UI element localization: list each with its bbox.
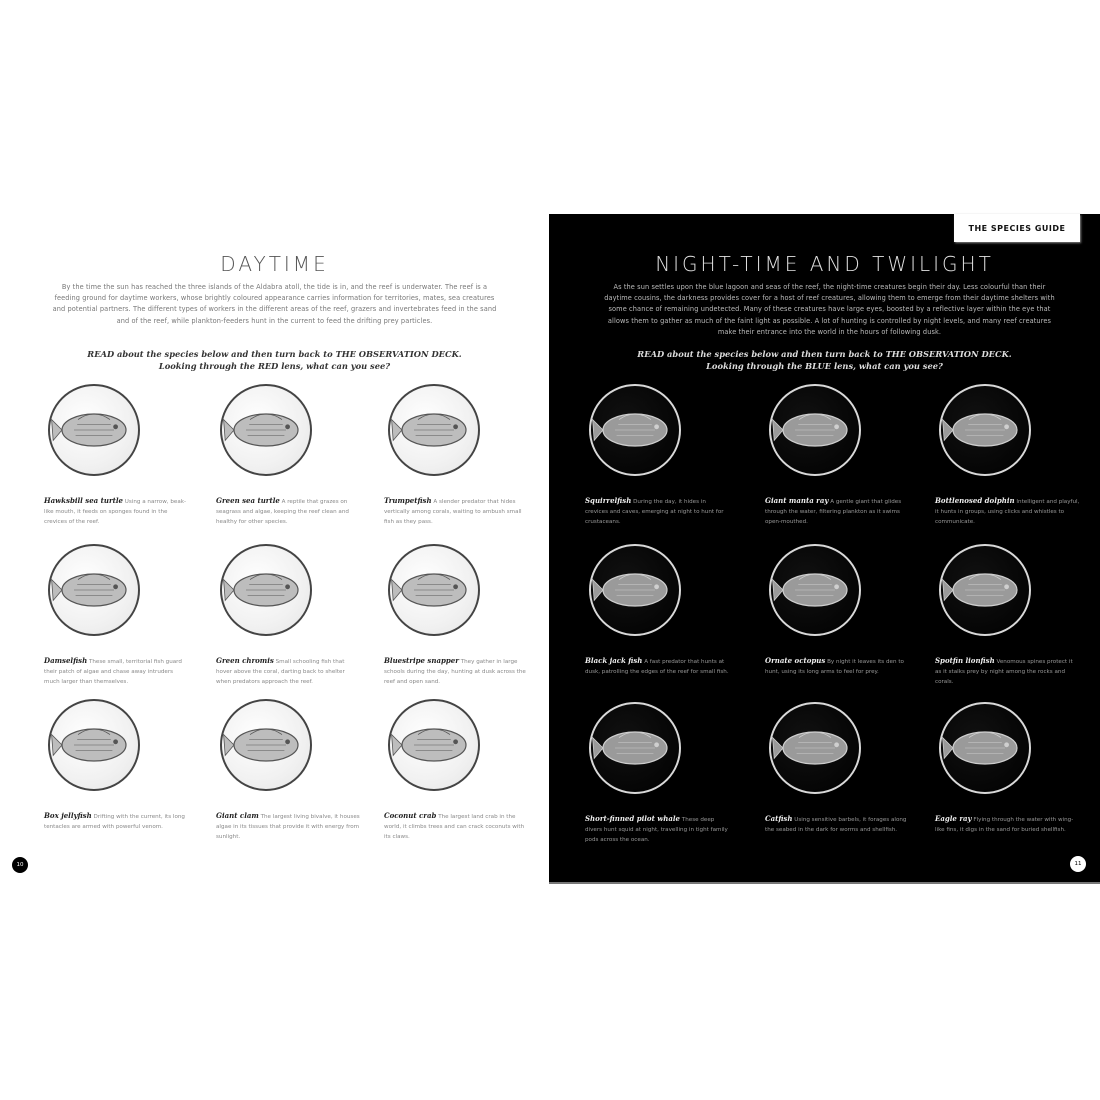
species-card [378, 699, 528, 859]
species-name: Box jellyfish [44, 811, 92, 820]
squirrelfish-icon [591, 395, 679, 465]
species-name: Catfish [765, 814, 793, 823]
species-description: Small schooling fish that hover above the coral, darting back to shelter when predators approach the reef. [216, 659, 345, 685]
clam-icon [222, 710, 310, 780]
species-name: Bluestripe snapper [384, 656, 459, 665]
fish-illustration-frame [48, 544, 140, 636]
catfish-icon [771, 713, 859, 783]
species-card [579, 702, 729, 862]
species-description: Drifting with the current, its long tentacles are armed with powerful venom. [44, 814, 185, 830]
page-number: 10 [12, 857, 28, 873]
turtle-icon [50, 395, 138, 465]
species-name: Eagle ray [935, 814, 972, 823]
turtle-icon [222, 395, 310, 465]
species-name: Ornate octopus [765, 656, 826, 665]
trumpetfish-icon [390, 395, 478, 465]
jackfish-illustration-frame [589, 544, 681, 636]
species-description: A gentle giant that glides through the water, filtering plankton as it swims open-mouthed. [765, 499, 902, 525]
species-card [210, 384, 360, 544]
night-time-page [549, 214, 1100, 884]
octopus-icon [771, 555, 859, 625]
turtle-illustration-frame [48, 384, 140, 476]
species-caption [935, 656, 1080, 687]
species-description: These deep divers hunt squid at night, travelling in tight family pods across the ocean. [585, 817, 728, 843]
fish-illustration-frame [388, 544, 480, 636]
species-description: Intelligent and playful, it hunts in groups, using clicks and whistles to communicate. [935, 499, 1080, 525]
species-card [759, 544, 909, 704]
species-card [759, 384, 909, 544]
species-caption [216, 811, 361, 842]
species-caption [935, 814, 1080, 835]
species-name: Coconut crab [384, 811, 437, 820]
fish-illustration-frame [220, 544, 312, 636]
species-name: Trumpetfish [384, 496, 432, 505]
page-title: DAYTIME [220, 252, 329, 276]
species-caption [384, 656, 529, 687]
species-caption [585, 496, 730, 527]
species-name: Giant manta ray [765, 496, 829, 505]
species-description: Venomous spines protect it as it stalks prey by night among the rocks and corals. [935, 659, 1073, 685]
species-card [210, 699, 360, 859]
intro-paragraph: By the time the sun has reached the three islands of the Aldabra atoll, the tide is in, and the reef is underwater. The reef is a feeding ground for daytime workers, whose brightly coloured appearance carries information for territories, mates, sea creatures and potential partners. The different types of workers in the different areas of the reef, grazers and invertebrates feed in the sand and of the reef, while plankton-feeders hunt in the current to feed the drifting prey particles. [52, 283, 497, 325]
jackfish-icon [591, 555, 679, 625]
species-name: Damselfish [44, 656, 88, 665]
dolphin-icon [941, 395, 1029, 465]
species-card [579, 544, 729, 704]
fish-icon [50, 555, 138, 625]
species-caption [935, 496, 1080, 527]
species-name: Giant clam [216, 811, 259, 820]
instruction-line-1: READ about the species below and then turn back to THE OBSERVATION DECK. [637, 349, 1012, 359]
species-name: Green chromis [216, 656, 274, 665]
species-description: They gather in large schools during the day, hunting at dusk across the reef and open sand. [384, 659, 526, 685]
trumpetfish-illustration-frame [388, 384, 480, 476]
instruction-line-2: Looking through the BLUE lens, what can you see? [706, 361, 943, 371]
species-name: Spotfin lionfish [935, 656, 995, 665]
instruction-line-1: READ about the species below and then turn back to THE OBSERVATION DECK. [87, 349, 462, 359]
species-card [210, 544, 360, 704]
species-description: A reptile that grazes on seagrass and algae, keeping the reef clean and healthy for other species. [216, 499, 349, 525]
lionfish-icon [941, 555, 1029, 625]
species-caption [44, 656, 189, 687]
manta-ray-icon [771, 395, 859, 465]
fish-icon [222, 555, 310, 625]
manta-ray-illustration-frame [769, 384, 861, 476]
species-caption [384, 496, 529, 527]
pilot-whale-illustration-frame [589, 702, 681, 794]
lionfish-illustration-frame [939, 544, 1031, 636]
species-caption [765, 656, 910, 677]
species-card [929, 544, 1079, 704]
species-description: During the day, it hides in crevices and caves, emerging at night to hunt for crustaceans. [585, 499, 724, 525]
species-description: A fast predator that hunts at dusk, patrolling the edges of the reef for small fish. [585, 659, 729, 675]
species-description: The largest living bivalve, it houses algae in its tissues that provide it with energy from sunlight. [216, 814, 360, 840]
species-description: Using a narrow, beak-like mouth, it feeds on sponges found in the crevices of the reef. [44, 499, 187, 525]
dolphin-illustration-frame [939, 384, 1031, 476]
pilot-whale-icon [591, 713, 679, 783]
page-title: NIGHT-TIME AND TWILIGHT [655, 252, 994, 276]
species-description: Flying through the water with wing-like fins, it digs in the sand for buried shellfish. [935, 817, 1074, 833]
catfish-illustration-frame [769, 702, 861, 794]
species-card [378, 384, 528, 544]
species-name: Short-finned pilot whale [585, 814, 681, 823]
species-caption [765, 496, 910, 527]
species-caption [765, 814, 910, 835]
species-card [38, 699, 188, 859]
octopus-illustration-frame [769, 544, 861, 636]
crab-icon [390, 710, 478, 780]
daytime-page [0, 214, 549, 884]
clam-illustration-frame [220, 699, 312, 791]
species-name: Black jack fish [585, 656, 643, 665]
species-card [929, 702, 1079, 862]
species-caption [585, 656, 730, 677]
intro-paragraph: As the sun settles upon the blue lagoon and seas of the reef, the night-time creatures begin their day. Less colourful than their daytime cousins, the darkness provides cover for a host of reef creatures, allowing them to emerge from their daytime shelters with some chance of remaining undetected. Many of these creatures have large eyes, boosted by a reflective layer within the eye that allows them to gather as much of the faint light as possible. A lot of hunting is controlled by night levels, and many reef creatures make their entrance into the world in the hours of following dusk. [604, 283, 1055, 336]
jellyfish-icon [50, 710, 138, 780]
crab-illustration-frame [388, 699, 480, 791]
species-description: These small, territorial fish guard their patch of algae and chase away intruders much larger than themselves. [44, 659, 182, 685]
eagle-ray-illustration-frame [939, 702, 1031, 794]
species-caption [216, 496, 361, 527]
species-name: Bottlenosed dolphin [935, 496, 1015, 505]
species-description: The largest land crab in the world, it climbs trees and can crack coconuts with its claws. [384, 814, 525, 840]
instruction-text [0, 348, 549, 372]
species-caption [216, 656, 361, 687]
species-caption [384, 811, 529, 842]
page-number: 11 [1070, 856, 1086, 872]
species-card [759, 702, 909, 862]
species-name: Green sea turtle [216, 496, 280, 505]
species-description: A slender predator that hides vertically among corals, waiting to ambush small fish as they pass. [384, 499, 522, 525]
species-description: By night it leaves its den to hunt, using its long arms to feel for prey. [765, 659, 904, 675]
squirrelfish-illustration-frame [589, 384, 681, 476]
instruction-text [549, 348, 1100, 372]
section-tag: THE SPECIES GUIDE [954, 214, 1080, 242]
species-name: Hawksbill sea turtle [44, 496, 123, 505]
eagle-ray-icon [941, 713, 1029, 783]
fish-icon [390, 555, 478, 625]
species-card [378, 544, 528, 704]
species-card [929, 384, 1079, 544]
turtle-illustration-frame [220, 384, 312, 476]
instruction-line-2: Looking through the RED lens, what can you see? [158, 361, 391, 371]
species-card [38, 384, 188, 544]
species-name: Squirrelfish [585, 496, 632, 505]
species-caption [585, 814, 730, 845]
species-description: Using sensitive barbels, it forages along the seabed in the dark for worms and shellfish. [765, 817, 907, 833]
jellyfish-illustration-frame [48, 699, 140, 791]
species-card [38, 544, 188, 704]
species-card [579, 384, 729, 544]
species-caption [44, 811, 189, 832]
species-caption [44, 496, 189, 527]
